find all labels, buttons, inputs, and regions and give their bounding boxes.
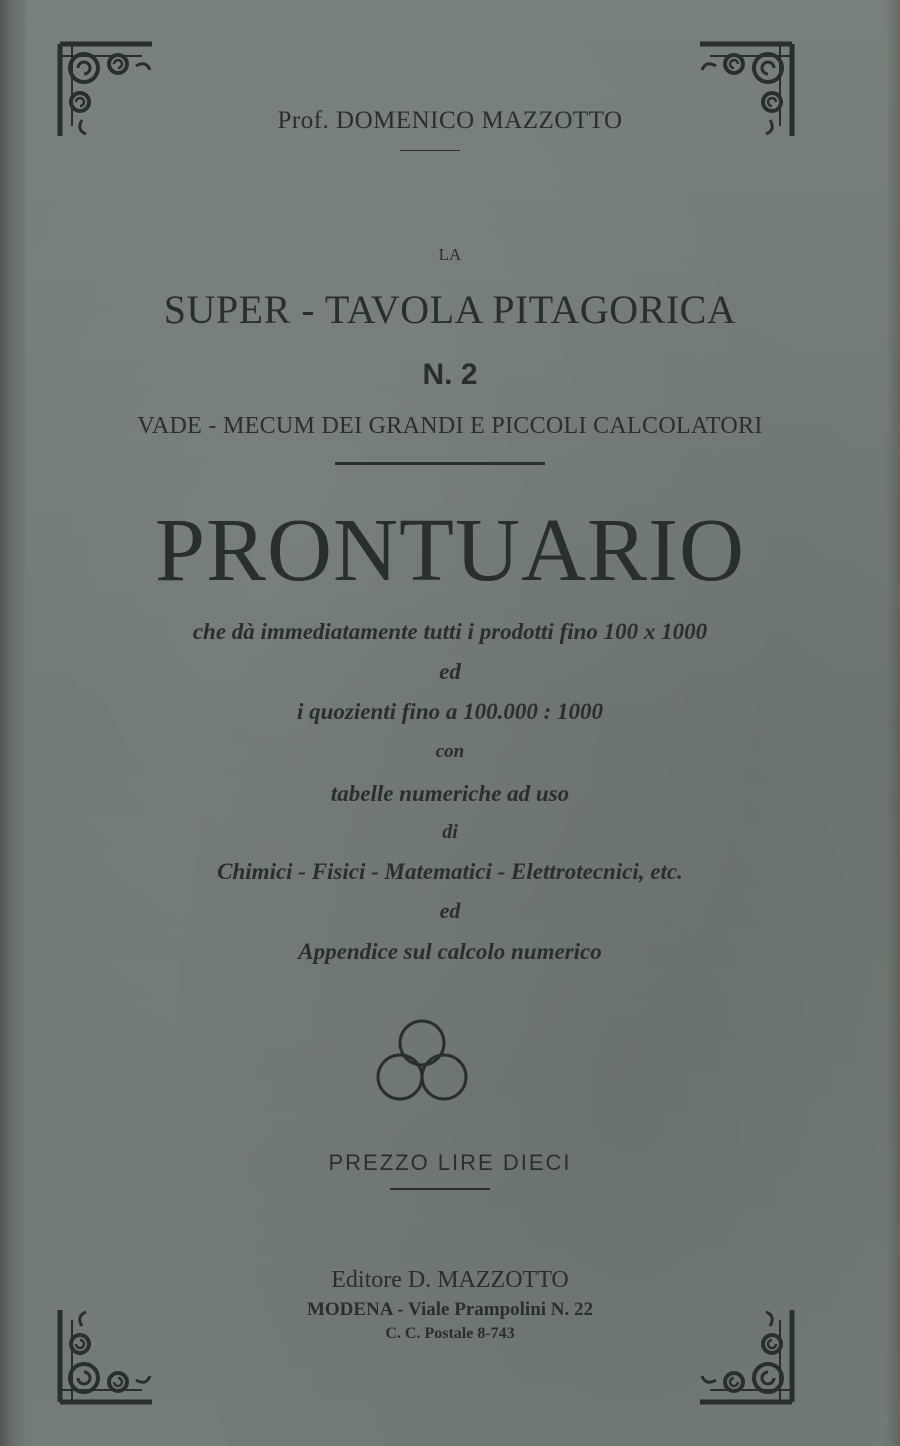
description-line: ed: [439, 659, 461, 684]
main-heading: PRONTUARIO: [154, 501, 746, 600]
description-line: Chimici - Fisici - Matematici - Elettrotecnici, etc.: [217, 859, 683, 884]
volume-number: N. 2: [422, 358, 478, 391]
book-subtitle: VADE - MECUM DEI GRANDI E PICCOLI CALCOLATORI: [137, 413, 763, 439]
description-line: ed: [439, 898, 461, 923]
cover-edge: [886, 0, 900, 1446]
description-line: tabelle numeriche ad uso: [330, 781, 570, 806]
description-line: di: [442, 821, 458, 843]
description-line: Appendice sul calcolo numerico: [298, 939, 602, 964]
publisher-name: Editore D. MAZZOTTO: [331, 1267, 569, 1293]
divider: [400, 150, 460, 151]
divider: [335, 462, 545, 465]
description-line: con: [435, 741, 465, 762]
book-spine: [0, 0, 26, 1446]
publisher-address: MODENA - Viale Prampolini N. 22: [306, 1299, 594, 1320]
author-name: Prof. DOMENICO MAZZOTTO: [277, 107, 623, 134]
book-title: SUPER - TAVOLA PITAGORICA: [163, 287, 737, 332]
three-rings-emblem-icon: [370, 1015, 474, 1105]
description-line: che dà immediatamente tutti i prodotti fino 100 x 1000: [192, 619, 708, 644]
divider: [390, 1188, 490, 1190]
publisher-postal-account: C. C. Postale 8-743: [385, 1325, 515, 1342]
description-line: i quozienti fino a 100.000 : 1000: [296, 699, 604, 724]
series-prefix: LA: [438, 245, 462, 264]
price-label: PREZZO LIRE DIECI: [328, 1150, 572, 1175]
